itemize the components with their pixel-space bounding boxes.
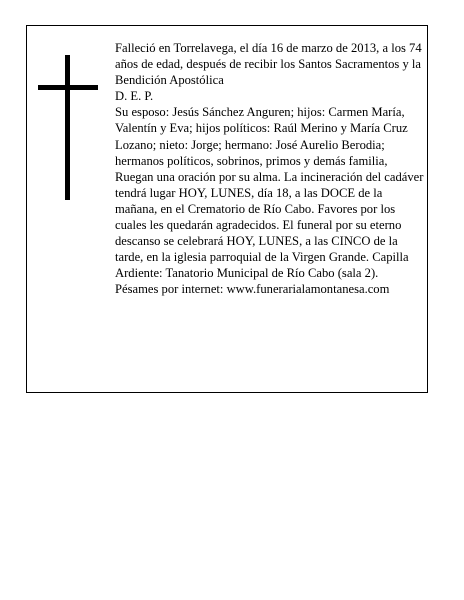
death-announcement: Falleció en Torrelavega, el día 16 de marzo de 2013, a los 74 años de edad, después de recibir los Santos Sacramentos y la Bendición Apostólica [115,41,422,88]
family-list: Su esposo: Jesús Sánchez Anguren; hijos: Carmen María, Valentín y Eva; hijos políticos: Raúl Merino y María Cruz Lozano; nieto: Jorge; hermano: José Aurelio Berodia; hermanos políticos, sobrinos, primos y demás familia, [115,105,408,168]
obituary-notice [26,25,428,393]
service-details: Ruegan una oración por su alma. La incineración del cadáver tendrá lugar HOY, LUNES, día 18, a las DOCE de la mañana, en el Crematorio de Río Cabo. Favores por los cuales les quedarán agradecidos. El funeral por su eterno descanso se celebrará HOY, LUNES, a las CINCO de la tarde, en la iglesia parroquial de la Virgen Grande. Capilla Ardiente: Tanatorio Municipal de Río Cabo (sala 2). [115,169,424,281]
cross-vertical-bar [65,55,70,200]
rest-in-peace: D. E. P. [115,89,154,104]
cross-icon [38,55,98,200]
condolences-web: Pésames por internet: www.funerarialamontanesa.com [115,282,390,297]
cross-horizontal-bar [38,85,98,90]
notice-text [115,40,425,298]
